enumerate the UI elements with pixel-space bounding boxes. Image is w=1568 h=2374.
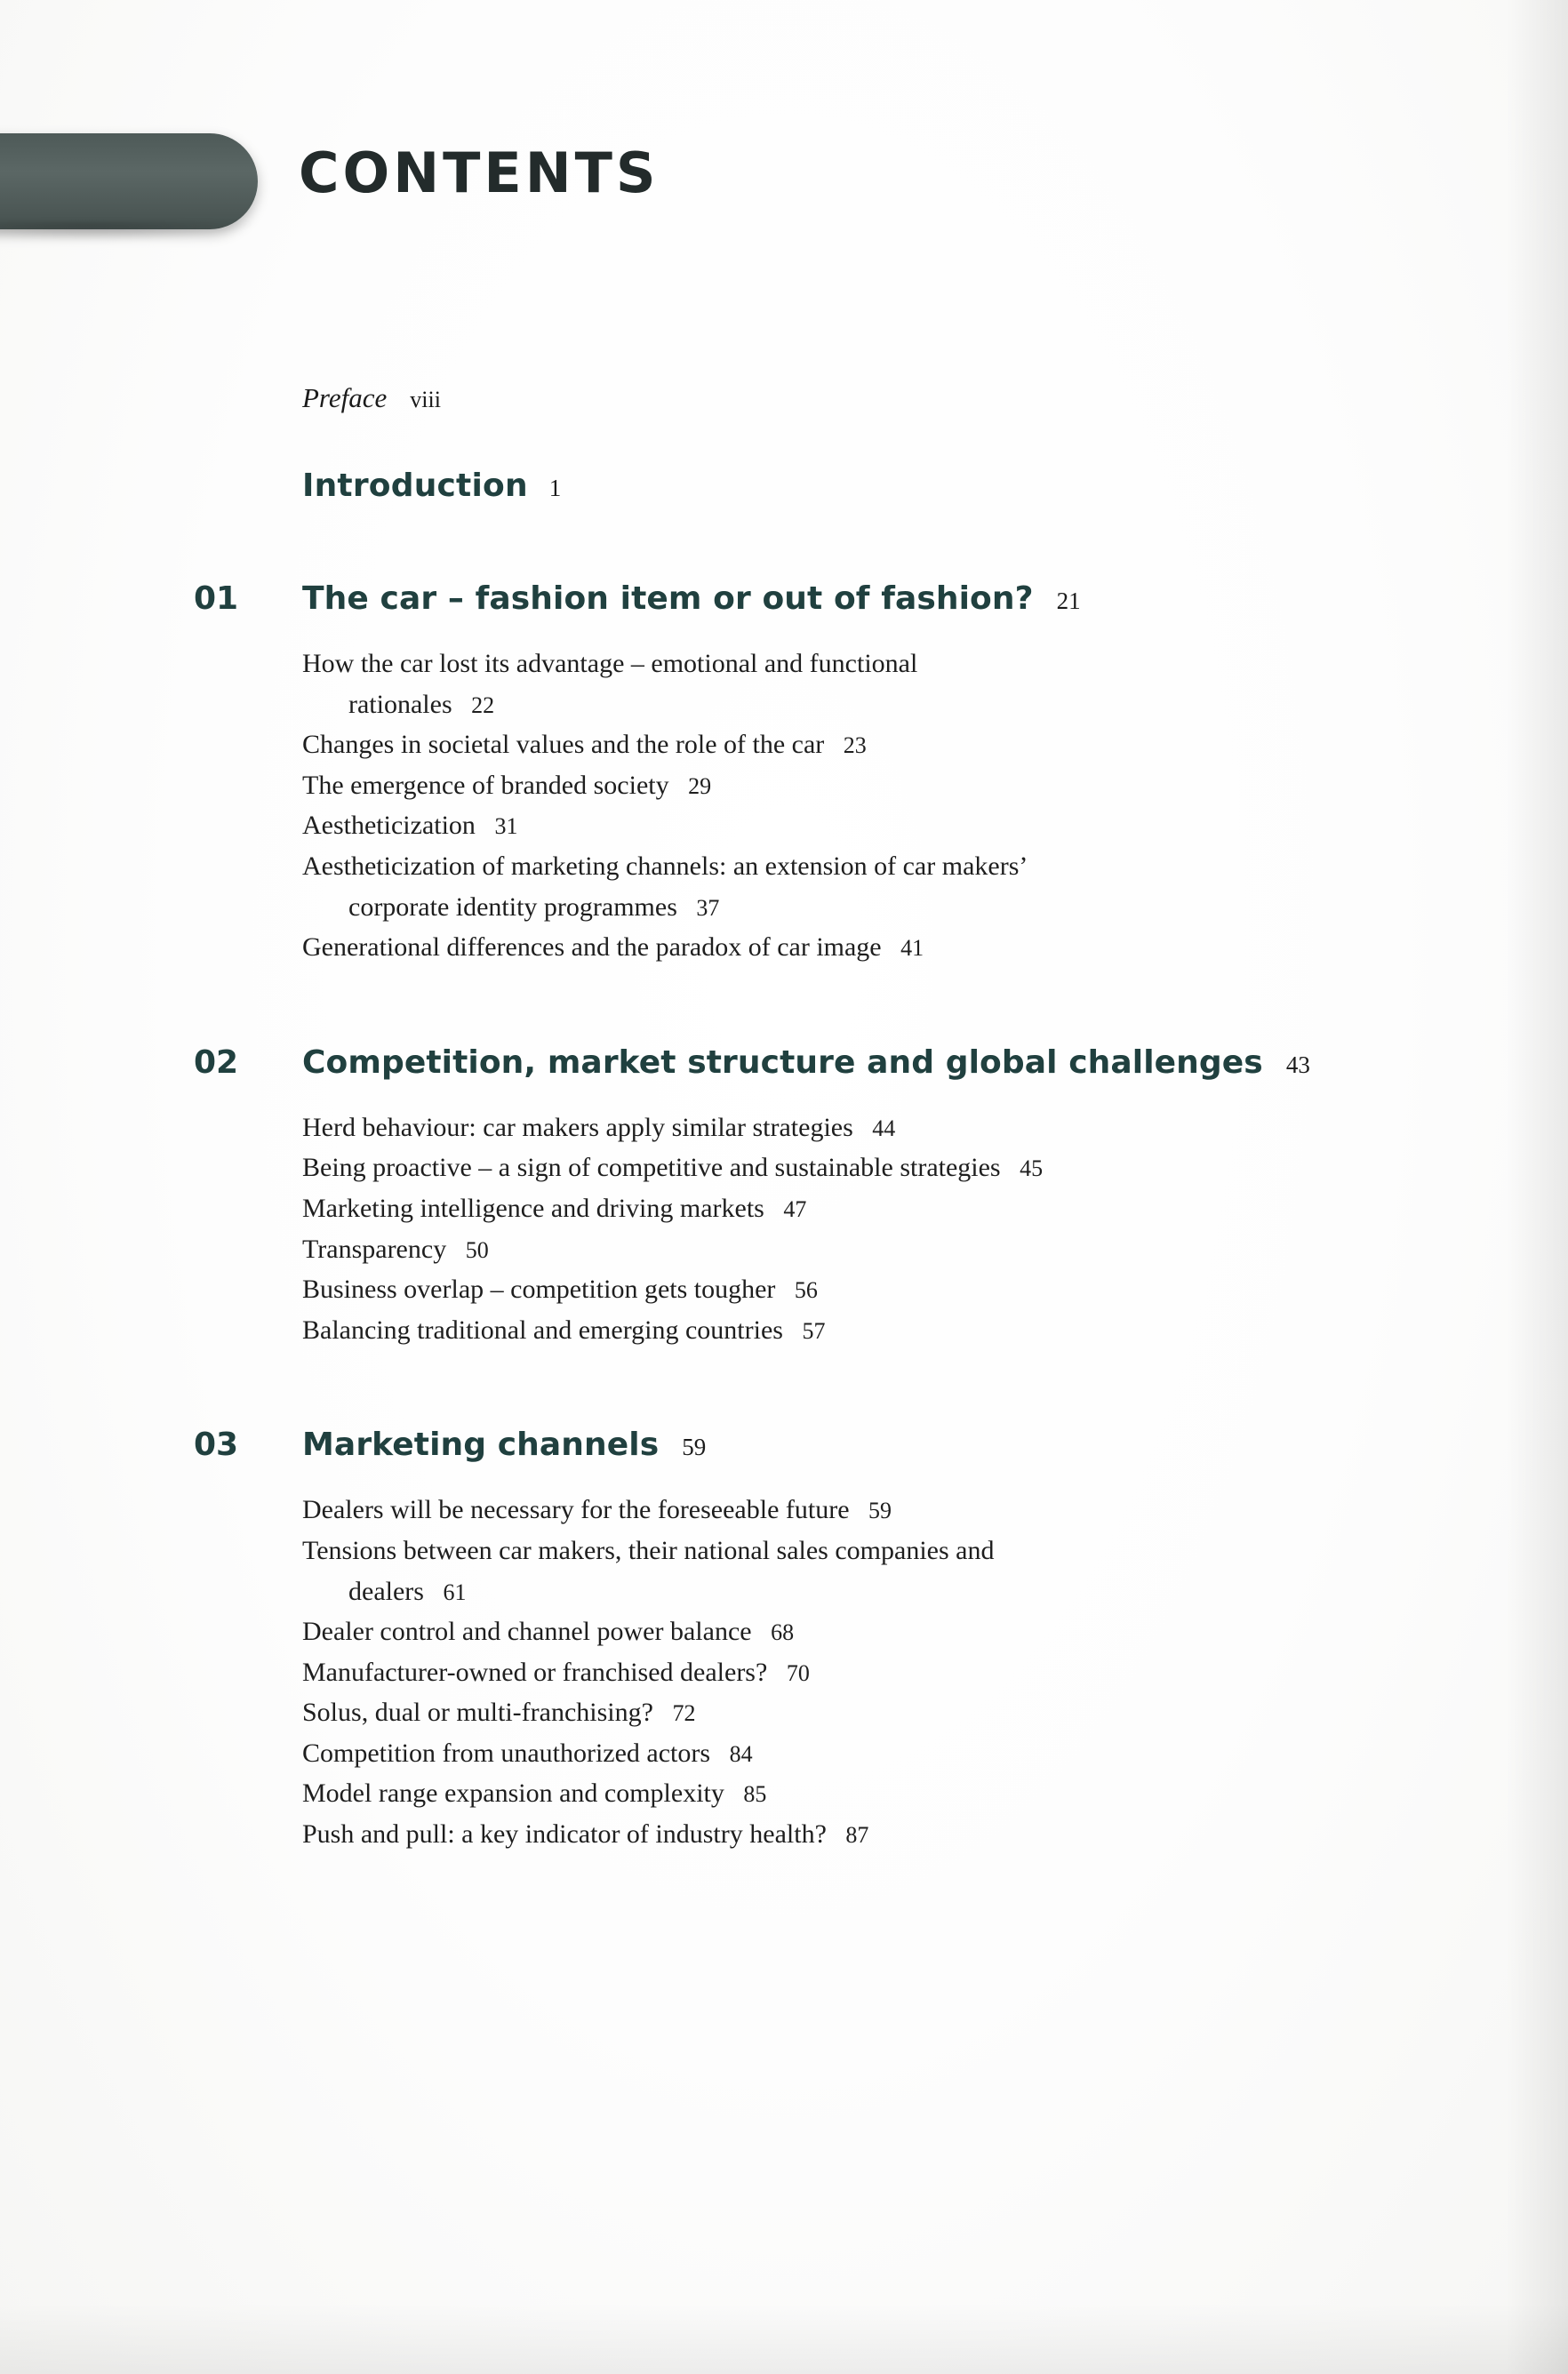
introduction-label: Introduction — [302, 468, 528, 504]
toc-entry-page: 23 — [843, 732, 867, 759]
toc-entry-text: Herd behaviour: car makers apply similar strategies — [302, 1112, 853, 1142]
toc-entry-page: 87 — [845, 1822, 869, 1849]
toc-entry-page: 29 — [688, 772, 712, 799]
chapter-title: Marketing channels — [302, 1427, 660, 1464]
toc-entry[interactable] — [302, 846, 1438, 927]
toc-entry[interactable] — [302, 724, 1438, 765]
toc-entry-text: Model range expansion and complexity — [302, 1779, 724, 1809]
toc-entry-page: 47 — [783, 1195, 807, 1222]
introduction-page-number: 1 — [548, 475, 562, 501]
toc-entry-continuation — [348, 887, 1438, 928]
contents-list — [194, 382, 1438, 1855]
preface-entry[interactable] — [302, 382, 1438, 414]
toc-entry[interactable] — [302, 1652, 1438, 1693]
toc-entry[interactable] — [302, 1814, 1438, 1855]
chapter-entries — [302, 1490, 1438, 1854]
toc-entry[interactable] — [302, 1773, 1438, 1814]
toc-entry-continuation — [348, 1571, 1438, 1612]
chapter-heading[interactable] — [194, 1044, 1438, 1081]
toc-entry[interactable] — [302, 1107, 1438, 1148]
toc-entry[interactable] — [302, 1310, 1438, 1351]
toc-entry-text: Marketing intelligence and driving markets — [302, 1193, 764, 1223]
toc-entry[interactable] — [302, 643, 1438, 724]
toc-entry[interactable] — [302, 1611, 1438, 1652]
chapter-page-number: 59 — [682, 1434, 707, 1461]
chapter-heading[interactable] — [194, 1427, 1438, 1463]
toc-entry-page: 56 — [794, 1277, 818, 1304]
preface-label: Preface — [302, 382, 388, 413]
toc-entry-text: Changes in societal values and the role of the car — [302, 730, 825, 760]
toc-entry-text-cont: corporate identity programmes — [348, 891, 677, 922]
toc-entry-text: Dealers will be necessary for the foreseeable future — [302, 1495, 850, 1525]
toc-entry-text: Aestheticization — [302, 811, 476, 841]
toc-entry-text: Aestheticization of marketing channels: an extension of car makers’ — [302, 851, 1028, 881]
toc-entry-text: Transparency — [302, 1234, 447, 1264]
toc-entry[interactable] — [302, 1490, 1438, 1531]
toc-entry-text: Generational differences and the paradox of car image — [302, 932, 882, 963]
preface-page-number: viii — [410, 387, 441, 412]
toc-entry-page: 37 — [696, 894, 720, 921]
toc-entry-page: 45 — [1020, 1155, 1044, 1182]
chapter-number: 03 — [194, 1427, 239, 1464]
toc-entry-continuation — [348, 684, 1438, 725]
toc-entry[interactable] — [302, 765, 1438, 806]
toc-entry-text: Solus, dual or multi-franchising? — [302, 1698, 653, 1728]
toc-entry-page: 57 — [802, 1317, 826, 1344]
toc-entry-page: 84 — [729, 1740, 753, 1767]
chapter-page-number: 21 — [1056, 588, 1081, 614]
toc-entry[interactable] — [302, 1229, 1438, 1270]
toc-entry[interactable] — [302, 1147, 1438, 1188]
chapter-title: Competition, market structure and global challenges — [302, 1043, 1263, 1081]
toc-entry-page: 41 — [900, 935, 924, 962]
toc-entry-page: 50 — [465, 1236, 489, 1263]
toc-entry[interactable] — [302, 1531, 1438, 1611]
toc-entry-page: 31 — [494, 813, 518, 840]
toc-entry-page: 72 — [672, 1700, 696, 1727]
toc-entry-page: 44 — [872, 1115, 896, 1141]
toc-entry-page: 61 — [443, 1579, 467, 1605]
toc-entry-page: 70 — [786, 1659, 810, 1686]
toc-entry-text: Competition from unauthorized actors — [302, 1738, 711, 1768]
toc-entry[interactable] — [302, 1733, 1438, 1774]
toc-entry-text: Business overlap – competition gets tougher — [302, 1275, 776, 1305]
toc-entry[interactable] — [302, 1188, 1438, 1229]
toc-entry-page: 85 — [743, 1781, 767, 1808]
toc-entry-text: Being proactive – a sign of competitive and sustainable strategies — [302, 1153, 1001, 1183]
chapter-entries — [302, 643, 1438, 968]
chapter-entries — [302, 1107, 1438, 1351]
toc-entry-text: Tensions between car makers, their national sales companies and — [302, 1535, 995, 1565]
page-title: CONTENTS — [299, 140, 660, 205]
toc-entry-text: How the car lost its advantage – emotional and functional — [302, 649, 918, 678]
introduction-entry[interactable] — [302, 468, 1438, 504]
toc-entry-text-cont: rationales — [348, 689, 452, 719]
toc-entry[interactable] — [302, 927, 1438, 968]
toc-entry-text: The emergence of branded society — [302, 770, 669, 800]
toc-entry[interactable] — [302, 1692, 1438, 1733]
chapter-number: 02 — [194, 1043, 239, 1081]
chapter-block — [194, 1427, 1438, 1854]
chapter-heading[interactable] — [194, 580, 1438, 617]
toc-entry-text: Manufacturer-owned or franchised dealers? — [302, 1657, 768, 1687]
toc-entry-page: 68 — [771, 1619, 795, 1646]
chapter-title: The car – fashion item or out of fashion? — [302, 580, 1034, 617]
decorative-tab-mark — [0, 133, 258, 229]
toc-entry-text: Balancing traditional and emerging countries — [302, 1315, 783, 1345]
scan-edge-shading-bottom — [0, 2303, 1568, 2374]
chapter-page-number: 43 — [1285, 1051, 1310, 1078]
chapter-number: 01 — [194, 580, 239, 617]
toc-entry-page: 59 — [868, 1498, 892, 1524]
scan-edge-shading-right — [1506, 0, 1568, 2374]
toc-entry-text: Push and pull: a key indicator of industry health? — [302, 1819, 827, 1850]
toc-entry-text-cont: dealers — [348, 1576, 424, 1606]
toc-entry-page: 22 — [471, 691, 495, 718]
chapter-block — [194, 580, 1438, 968]
toc-entry-text: Dealer control and channel power balance — [302, 1617, 752, 1647]
toc-entry[interactable] — [302, 1269, 1438, 1310]
chapter-block — [194, 1044, 1438, 1351]
toc-entry[interactable] — [302, 805, 1438, 846]
